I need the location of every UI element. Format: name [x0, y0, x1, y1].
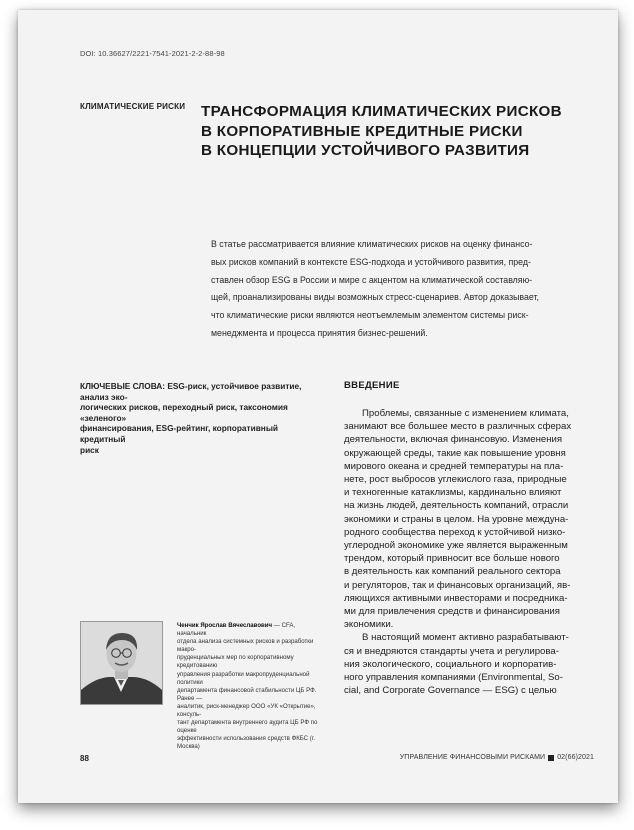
page-number: 88	[80, 754, 89, 763]
intro-line: экономики.	[344, 619, 394, 631]
intro-line: на жизнь людей, деятельность компаний, отрасли	[344, 500, 569, 512]
bio-line: управления разработки макропруденциальной политики	[177, 670, 310, 686]
title-line: ТРАНСФОРМАЦИЯ КЛИМАТИЧЕСКИХ РИСКОВ	[201, 103, 562, 120]
intro-line: ляющихся активными инвесторами и посредника-	[344, 592, 568, 604]
bio-line: департамента финансовой стабильности ЦБ РФ. Ранее —	[177, 686, 317, 702]
intro-line: cial, and Corporate Governance — ESG) с целью	[344, 685, 557, 697]
journal-name: УПРАВЛЕНИЕ ФИНАНСОВЫМИ РИСКАМИ	[399, 754, 546, 761]
abstract-line: менеджмента и процесса принятия бизнес-решений.	[211, 327, 428, 338]
journal-issue: 02(66)2021	[557, 754, 594, 761]
intro-line: и техногенные катаклизмы, кардинально влияют	[344, 487, 562, 499]
intro-line: Проблемы, связанные с изменением климата,	[362, 408, 569, 419]
intro-line: родного сообщества переход к устойчивой низко-	[344, 526, 566, 538]
separator-square-icon	[548, 755, 554, 761]
intro-line: в деятельность как компаний реального сектора	[344, 566, 561, 578]
doi-label: DOI: 10.36627/2221-7541-2021-2-2-88-98	[80, 49, 225, 58]
title-line: В КОРПОРАТИВНЫЕ КРЕДИТНЫЕ РИСКИ	[201, 122, 523, 140]
intro-line: мирового океана и средней температуры на пла-	[344, 460, 564, 472]
footer-journal	[400, 754, 594, 761]
author-photo	[80, 621, 163, 705]
abstract-line: щей, проанализированы виды возможных стресс-сценариев. Автор доказывает,	[211, 292, 540, 303]
bio-line: тант департамента внутреннего аудита ЦБ РФ по оценке	[177, 719, 318, 735]
intro-paragraph	[344, 631, 594, 697]
article-title	[201, 102, 601, 161]
abstract-line: ставлен обзор ESG в России и мире с акцентом на климатической составляю-	[211, 274, 533, 285]
intro-line: окружающей среды, такие как повышение уровня	[344, 447, 566, 459]
intro-line: ся и внедряются стандарты учета и регулирова-	[344, 645, 559, 657]
intro-line: трендом, который привносит все больше нового	[344, 553, 560, 565]
intro-line: В настоящий момент активно разрабатывают-	[362, 632, 569, 644]
keywords-line: КЛЮЧЕВЫЕ СЛОВА: ESG-риск, устойчивое развитие, анализ эко-	[80, 381, 302, 402]
intro-line: ми для привлечения средств и финансирования	[344, 606, 560, 618]
keywords-line: логических рисков, переходный риск, таксономия «зеленого»	[80, 402, 288, 423]
section-rubric: КЛИМАТИЧЕСКИЕ РИСКИ	[80, 102, 186, 111]
keywords-line: риск	[80, 444, 99, 455]
title-line: В КОНЦЕПЦИИ УСТОЙЧИВОГО РАЗВИТИЯ	[201, 142, 530, 159]
intro-line: экономики и страны в целом. На уровне междуна-	[344, 513, 569, 525]
intro-heading: ВВЕДЕНИЕ	[344, 380, 400, 391]
author-portrait-icon	[81, 622, 162, 704]
intro-line: и регуляторов, так и финансовых организаций, яв-	[344, 579, 571, 591]
intro-line: нете, рост выбросов углекислого газа, природные	[344, 474, 567, 486]
author-bio	[177, 622, 325, 752]
keywords-block	[80, 381, 325, 455]
intro-line: занимают все большее место в различных сферах	[344, 421, 572, 433]
abstract-line: вых рисков компаний в контексте ESG-подхода и устойчивого развития, пред-	[211, 256, 531, 267]
bio-line: отдела анализа системных рисков и разработки макро-	[177, 638, 314, 654]
intro-paragraph	[344, 407, 594, 631]
journal-page	[18, 10, 618, 803]
author-name: Ченчик Ярослав Вячеславович	[177, 622, 273, 629]
intro-text	[344, 407, 594, 697]
keywords-line: финансирования, ESG-рейтинг, корпоративный кредитный	[80, 423, 278, 444]
bio-line: пруденциальных мер по корпоративному кредитованию	[177, 654, 294, 670]
article-abstract	[211, 236, 581, 343]
intro-line: ного управления компаниями (Environmental, So-	[344, 672, 563, 684]
intro-line: углеродной экономике уже является выраженным	[344, 540, 568, 552]
intro-line: деятельности, включая финансовую. Изменения	[344, 434, 563, 446]
bio-line: эффективности использования средств ФКБС (г. Москва)	[177, 735, 315, 751]
intro-line: ния экологического, социального и корпоратив-	[344, 658, 557, 670]
bio-line: аналитик, риск-менеджер ООО «УК «Открытие», консуль-	[177, 702, 316, 719]
abstract-line: В статье рассматривается влияние климатических рисков на оценку финансо-	[211, 239, 533, 249]
bio-line: — CFA, начальник	[177, 622, 296, 638]
abstract-line: что климатические риски являются неотъемлемым элементом системы риск-	[211, 310, 529, 321]
